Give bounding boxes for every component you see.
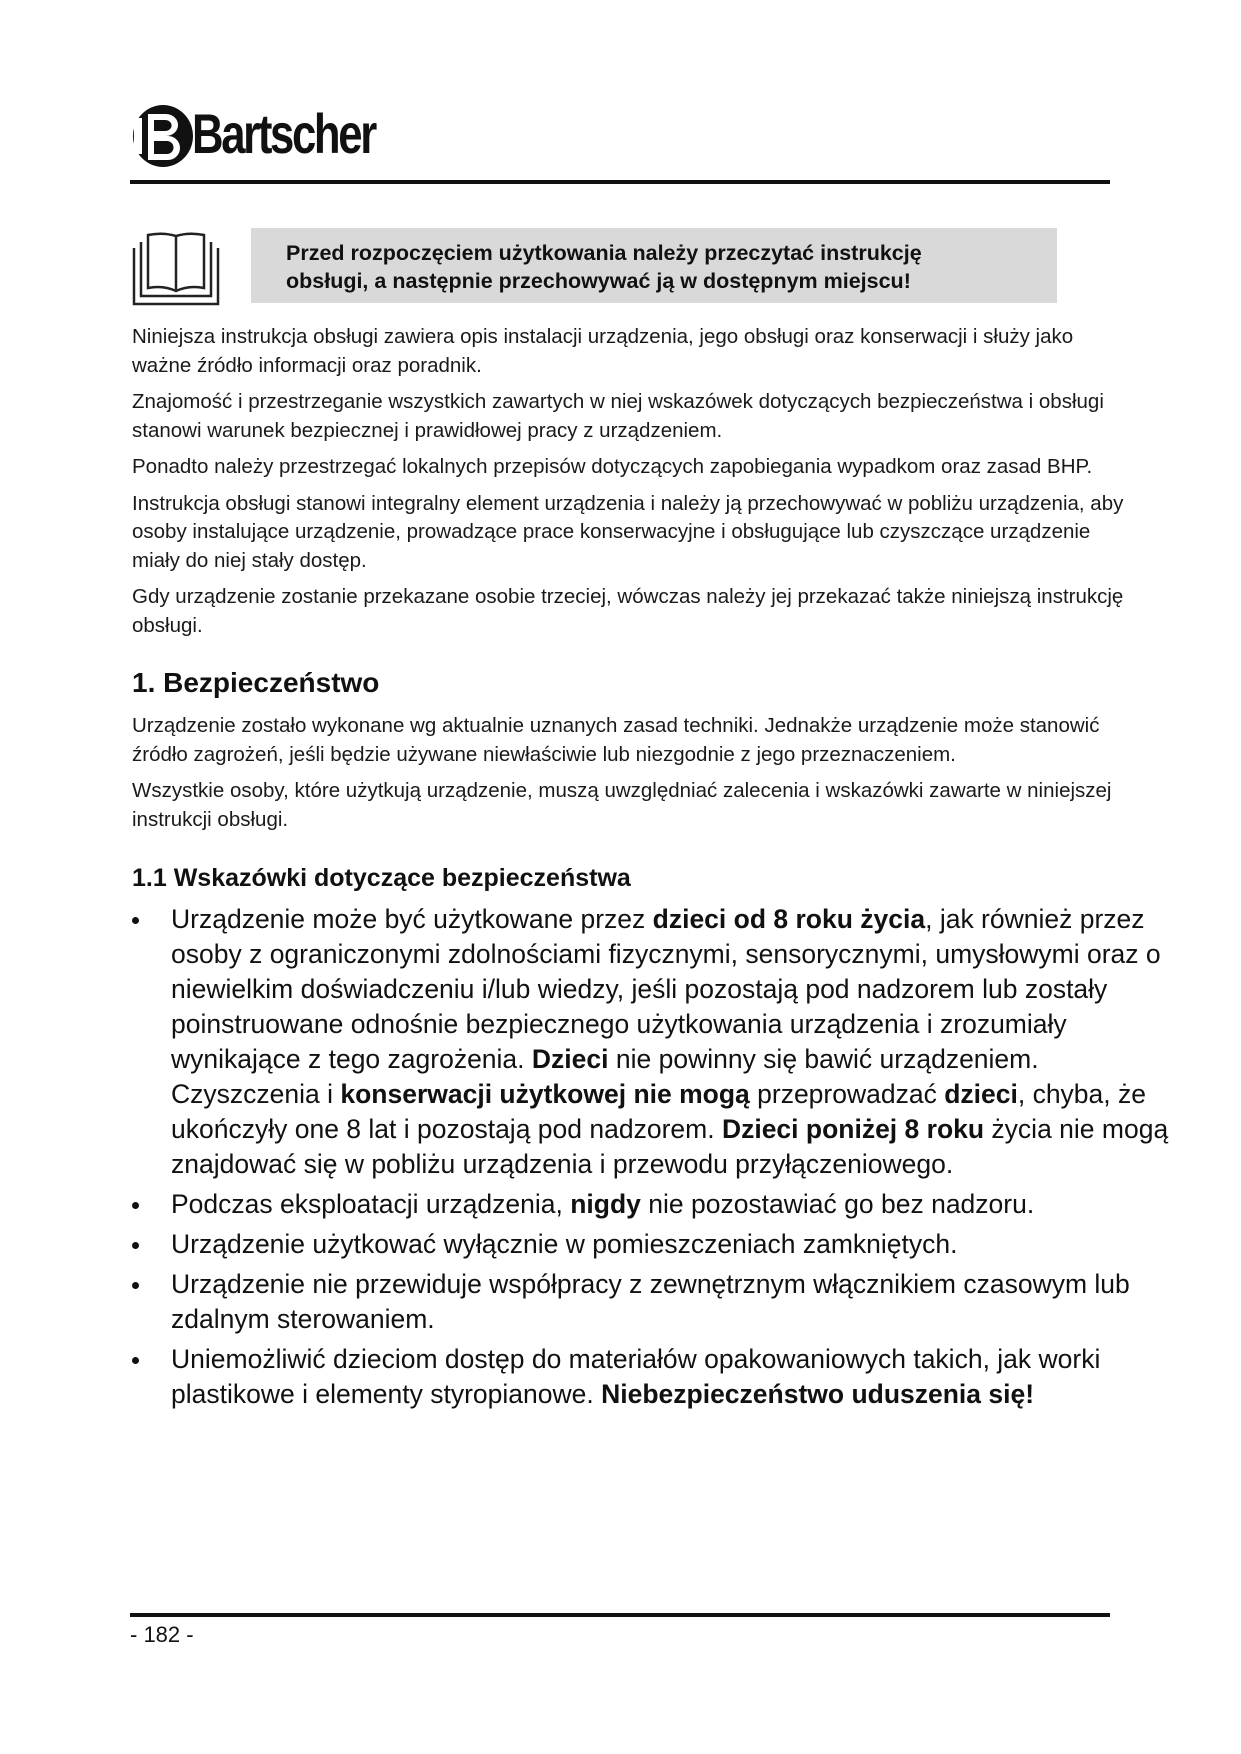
header-rule xyxy=(130,180,1110,184)
list-item-text xyxy=(171,904,1168,1179)
document-body xyxy=(132,323,1169,1417)
emphasis-text: Dzieci xyxy=(531,1044,609,1074)
safety-notes-list xyxy=(132,902,1169,1412)
list-item-text xyxy=(171,1229,958,1259)
text-run: Uniemożliwić dzieciom dostęp do materiałów opakowaniowych takich, jak worki plastikowe i elementy styropianowe. xyxy=(171,1344,1101,1409)
text-run: nie powinny się bawić urządzeniem. Czyszczenia i xyxy=(171,1044,1039,1109)
subsection-heading-safety-notes: 1.1 Wskazówki dotyczące bezpieczeństwa xyxy=(132,864,631,892)
emphasis-text: konserwacji użytkowej nie mogą xyxy=(340,1079,750,1109)
notice-line-2: obsługi, a następnie przechowywać ją w dostępnym miejscu! xyxy=(286,269,911,293)
intro-paragraph: Instrukcja obsługi stanowi integralny element urządzenia i należy ją przechowywać w pobliżu urządzenia, aby osoby instalujące urządzenie, prowadzące prace konserwacyjne i obsługujące lub czyszczące urządzenie miały do niej stały dostęp. xyxy=(132,491,1124,572)
intro-paragraph: Niniejsza instrukcja obsługi zawiera opis instalacji urządzenia, jego obsługi oraz konserwacji i służy jako ważne źródło informacji oraz poradnik. xyxy=(132,325,1074,377)
bullet-icon xyxy=(132,1282,139,1289)
bullet-icon xyxy=(132,1357,139,1364)
text-run: Urządzenie użytkować wyłącznie w pomieszczeniach zamkniętych. xyxy=(171,1229,958,1259)
list-item xyxy=(132,1267,1181,1337)
emphasis-text: Dzieci poniżej 8 roku xyxy=(721,1114,985,1144)
footer-rule xyxy=(130,1613,1110,1617)
text-run: przeprowadzać xyxy=(749,1079,945,1109)
emphasis-text: dzieci xyxy=(944,1079,1018,1109)
emphasis-text: Niebezpieczeństwo uduszenia się! xyxy=(601,1379,1035,1409)
list-item xyxy=(132,1342,1181,1412)
intro-paragraph: Gdy urządzenie zostanie przekazane osobie trzeciej, wówczas należy jej przekazać także niniejszą instrukcję obsługi. xyxy=(132,585,1124,637)
list-item-text xyxy=(171,1344,1100,1409)
bullet-icon xyxy=(132,917,139,924)
text-run: życia nie mogą znajdować się w pobliżu urządzenia i przewodu przyłączeniowego. xyxy=(171,1114,1169,1179)
bullet-icon xyxy=(132,1202,139,1209)
bullet-icon xyxy=(132,1242,139,1249)
text-run: , jak również przez osoby z ograniczonymi zdolnościami fizycznymi, sensorycznymi, umysłowymi oraz o niewielkim doświadczeniu i/lub wiedzy, jeśli pozostają pod nadzorem lub zostały poinstruowane odnośnie bezpiecznego użytkowania urządzenia i zrozumiały wynikające z tego zagrożenia. xyxy=(171,904,1161,1074)
brand-wordmark: Bartscher xyxy=(192,102,375,165)
list-item-text xyxy=(171,1189,1034,1219)
list-item xyxy=(132,1187,1181,1222)
section-heading-safety: 1. Bezpieczeństwo xyxy=(132,667,380,698)
text-run: Podczas eksploatacji urządzenia, xyxy=(171,1189,571,1219)
emphasis-text: dzieci od 8 roku życia xyxy=(652,904,926,934)
list-item xyxy=(132,1227,1181,1262)
text-run: Urządzenie może być użytkowane przez xyxy=(171,904,653,934)
list-item-text xyxy=(171,1269,1130,1334)
text-run: nie pozostawiać go bez nadzoru. xyxy=(640,1189,1035,1219)
intro-paragraph: Znajomość i przestrzeganie wszystkich zawartych w niej wskazówek dotyczących bezpieczeństwa i obsługi stanowi warunek bezpiecznej i prawidłowej pracy z urządzeniem. xyxy=(132,390,1104,442)
text-run: Urządzenie nie przewiduje współpracy z zewnętrznym włącznikiem czasowym lub zdalnym sterowaniem. xyxy=(171,1269,1130,1334)
emphasis-text: nigdy xyxy=(570,1189,641,1219)
page-number: - 182 - xyxy=(130,1622,194,1647)
text-run: , chyba, że ukończyły one 8 lat i pozostają pod nadzorem. xyxy=(171,1079,1146,1144)
intro-paragraph: Ponadto należy przestrzegać lokalnych przepisów dotyczących zapobiegania wypadkom oraz zasad BHP. xyxy=(132,455,1093,478)
safety-paragraph: Urządzenie zostało wykonane wg aktualnie uznanych zasad techniki. Jednakże urządzenie może stanowić źródło zagrożeń, jeśli będzie używane niewłaściwie lub niezgodnie z jego przeznaczeniem. xyxy=(132,714,1100,766)
list-item xyxy=(132,902,1181,1182)
read-manual-notice xyxy=(251,228,1057,303)
book-icon xyxy=(131,228,221,306)
notice-line-1: Przed rozpoczęciem użytkowania należy przeczytać instrukcję xyxy=(286,241,922,265)
safety-paragraph: Wszystkie osoby, które użytkują urządzenie, muszą uwzględniać zalecenia i wskazówki zawarte w niniejszej instrukcji obsługi. xyxy=(132,779,1112,831)
